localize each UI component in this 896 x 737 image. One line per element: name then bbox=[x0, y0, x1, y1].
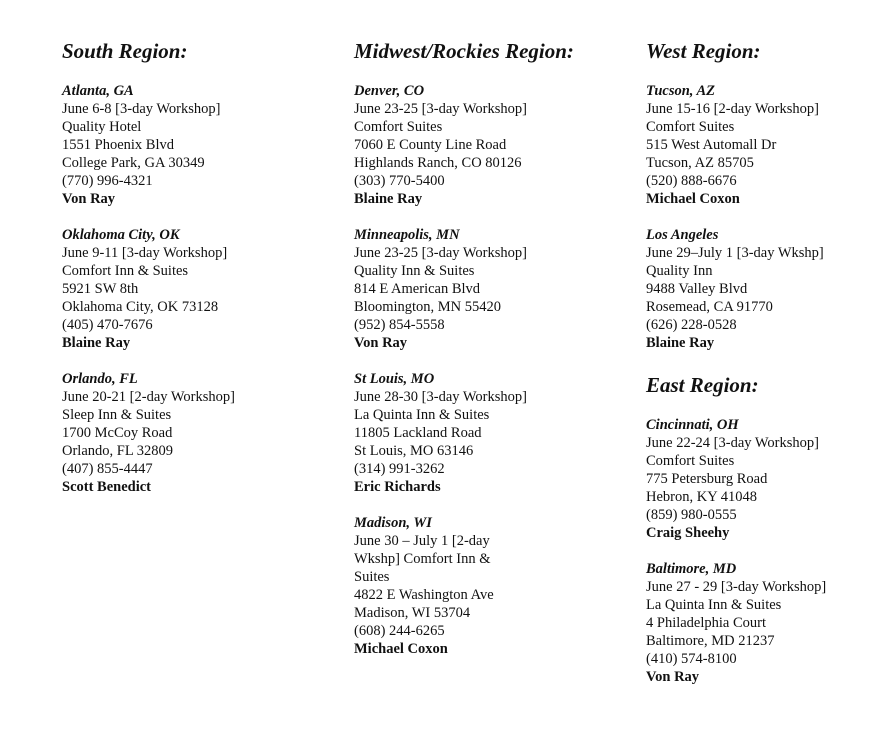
venue-citystate: Baltimore, MD 21237 bbox=[646, 633, 775, 649]
venue-contact: Scott Benedict bbox=[62, 479, 151, 495]
venue-oklahoma-city bbox=[62, 226, 332, 352]
region-heading-west: West Region: bbox=[646, 39, 761, 63]
venue-hotel: Comfort Suites bbox=[354, 119, 443, 135]
region-heading-south: South Region: bbox=[62, 39, 188, 63]
venue-city: Orlando, FL bbox=[62, 371, 138, 387]
venue-st-louis bbox=[354, 370, 624, 496]
venue-citystate: Hebron, KY 41048 bbox=[646, 489, 758, 505]
venue-city: Tucson, AZ bbox=[646, 83, 716, 99]
venue-dates: June 6-8 [3-day Workshop] bbox=[62, 101, 221, 117]
venue-street: 515 West Automall Dr bbox=[646, 137, 777, 153]
venue-dates: June 29–July 1 [3-day Wkshp] bbox=[646, 245, 824, 261]
venue-street: 7060 E County Line Road bbox=[354, 137, 507, 153]
venue-orlando bbox=[62, 370, 332, 496]
venue-hotel: La Quinta Inn & Suites bbox=[646, 597, 782, 613]
venue-citystate: Orlando, FL 32809 bbox=[62, 443, 174, 459]
venue-street: 814 E American Blvd bbox=[354, 281, 481, 297]
venue-hotel: Quality Inn bbox=[646, 263, 713, 279]
venue-dates: June 15-16 [2-day Workshop] bbox=[646, 101, 819, 117]
venue-cincinnati bbox=[646, 416, 886, 542]
venue-dates-hotel-line: Suites bbox=[354, 569, 390, 585]
venue-phone: (314) 991-3262 bbox=[354, 461, 445, 477]
venue-contact: Michael Coxon bbox=[354, 641, 448, 657]
venue-phone: (952) 854-5558 bbox=[354, 317, 445, 333]
venue-atlanta bbox=[62, 82, 332, 208]
venue-city: Madison, WI bbox=[354, 515, 432, 531]
venue-phone: (407) 855-4447 bbox=[62, 461, 153, 477]
venue-contact: Von Ray bbox=[62, 191, 116, 207]
venue-street: 775 Petersburg Road bbox=[646, 471, 768, 487]
column-midwest-rockies bbox=[354, 36, 624, 676]
venue-city: Minneapolis, MN bbox=[354, 227, 460, 243]
venue-street: 4822 E Washington Ave bbox=[354, 587, 494, 603]
venue-tucson bbox=[646, 82, 886, 208]
venue-contact: Michael Coxon bbox=[646, 191, 740, 207]
venue-hotel: Sleep Inn & Suites bbox=[62, 407, 172, 423]
venue-citystate: Bloomington, MN 55420 bbox=[354, 299, 502, 315]
venue-hotel: Comfort Suites bbox=[646, 119, 735, 135]
venue-city: Cincinnati, OH bbox=[646, 417, 739, 433]
venue-contact: Eric Richards bbox=[354, 479, 441, 495]
venue-citystate: Highlands Ranch, CO 80126 bbox=[354, 155, 522, 171]
venue-contact: Blaine Ray bbox=[646, 335, 715, 351]
venue-denver bbox=[354, 82, 624, 208]
venue-dates-hotel-line: Wkshp] Comfort Inn & bbox=[354, 551, 491, 567]
venue-city: Oklahoma City, OK bbox=[62, 227, 180, 243]
venue-street: 1551 Phoenix Blvd bbox=[62, 137, 174, 153]
venue-phone: (303) 770-5400 bbox=[354, 173, 445, 189]
venue-citystate: College Park, GA 30349 bbox=[62, 155, 205, 171]
venue-madison bbox=[354, 514, 624, 658]
venue-contact: Blaine Ray bbox=[354, 191, 423, 207]
venue-dates: June 9-11 [3-day Workshop] bbox=[62, 245, 228, 261]
venue-phone: (405) 470-7676 bbox=[62, 317, 153, 333]
venue-street: 11805 Lackland Road bbox=[354, 425, 482, 441]
venue-city: St Louis, MO bbox=[354, 371, 435, 387]
venue-dates: June 28-30 [3-day Workshop] bbox=[354, 389, 527, 405]
venue-hotel: Quality Hotel bbox=[62, 119, 142, 135]
venue-dates: June 23-25 [3-day Workshop] bbox=[354, 101, 527, 117]
venue-dates: June 22-24 [3-day Workshop] bbox=[646, 435, 819, 451]
column-west-east bbox=[646, 36, 886, 704]
venue-hotel: Comfort Inn & Suites bbox=[62, 263, 189, 279]
venue-dates: June 27 - 29 [3-day Workshop] bbox=[646, 579, 827, 595]
venue-hotel: La Quinta Inn & Suites bbox=[354, 407, 490, 423]
venue-phone: (608) 244-6265 bbox=[354, 623, 445, 639]
venue-hotel: Quality Inn & Suites bbox=[354, 263, 475, 279]
venue-dates-hotel-line: June 30 – July 1 [2-day bbox=[354, 533, 490, 549]
venue-contact: Von Ray bbox=[646, 669, 700, 685]
venue-dates: June 23-25 [3-day Workshop] bbox=[354, 245, 527, 261]
venue-citystate: St Louis, MO 63146 bbox=[354, 443, 474, 459]
venue-phone: (859) 980-0555 bbox=[646, 507, 737, 523]
venue-street: 5921 SW 8th bbox=[62, 281, 139, 297]
venue-phone: (520) 888-6676 bbox=[646, 173, 737, 189]
venue-city: Atlanta, GA bbox=[62, 83, 134, 99]
region-heading-east: East Region: bbox=[646, 373, 759, 397]
venue-los-angeles bbox=[646, 226, 886, 352]
venue-contact: Blaine Ray bbox=[62, 335, 131, 351]
venue-citystate: Madison, WI 53704 bbox=[354, 605, 471, 621]
venue-street: 4 Philadelphia Court bbox=[646, 615, 767, 631]
venue-phone: (626) 228-0528 bbox=[646, 317, 737, 333]
venue-minneapolis bbox=[354, 226, 624, 352]
venue-hotel: Comfort Suites bbox=[646, 453, 735, 469]
venue-citystate: Oklahoma City, OK 73128 bbox=[62, 299, 219, 315]
venue-citystate: Rosemead, CA 91770 bbox=[646, 299, 773, 315]
venue-city: Los Angeles bbox=[646, 227, 719, 243]
column-south bbox=[62, 36, 332, 514]
venue-street: 1700 McCoy Road bbox=[62, 425, 173, 441]
venue-baltimore bbox=[646, 560, 886, 686]
venue-dates: June 20-21 [2-day Workshop] bbox=[62, 389, 235, 405]
region-heading-midwest-rockies: Midwest/Rockies Region: bbox=[354, 39, 574, 63]
venue-city: Baltimore, MD bbox=[646, 561, 737, 577]
venue-contact: Von Ray bbox=[354, 335, 408, 351]
venue-phone: (410) 574-8100 bbox=[646, 651, 737, 667]
venue-phone: (770) 996-4321 bbox=[62, 173, 153, 189]
venue-city: Denver, CO bbox=[354, 83, 425, 99]
venue-contact: Craig Sheehy bbox=[646, 525, 730, 541]
venue-citystate: Tucson, AZ 85705 bbox=[646, 155, 754, 171]
venue-street: 9488 Valley Blvd bbox=[646, 281, 748, 297]
